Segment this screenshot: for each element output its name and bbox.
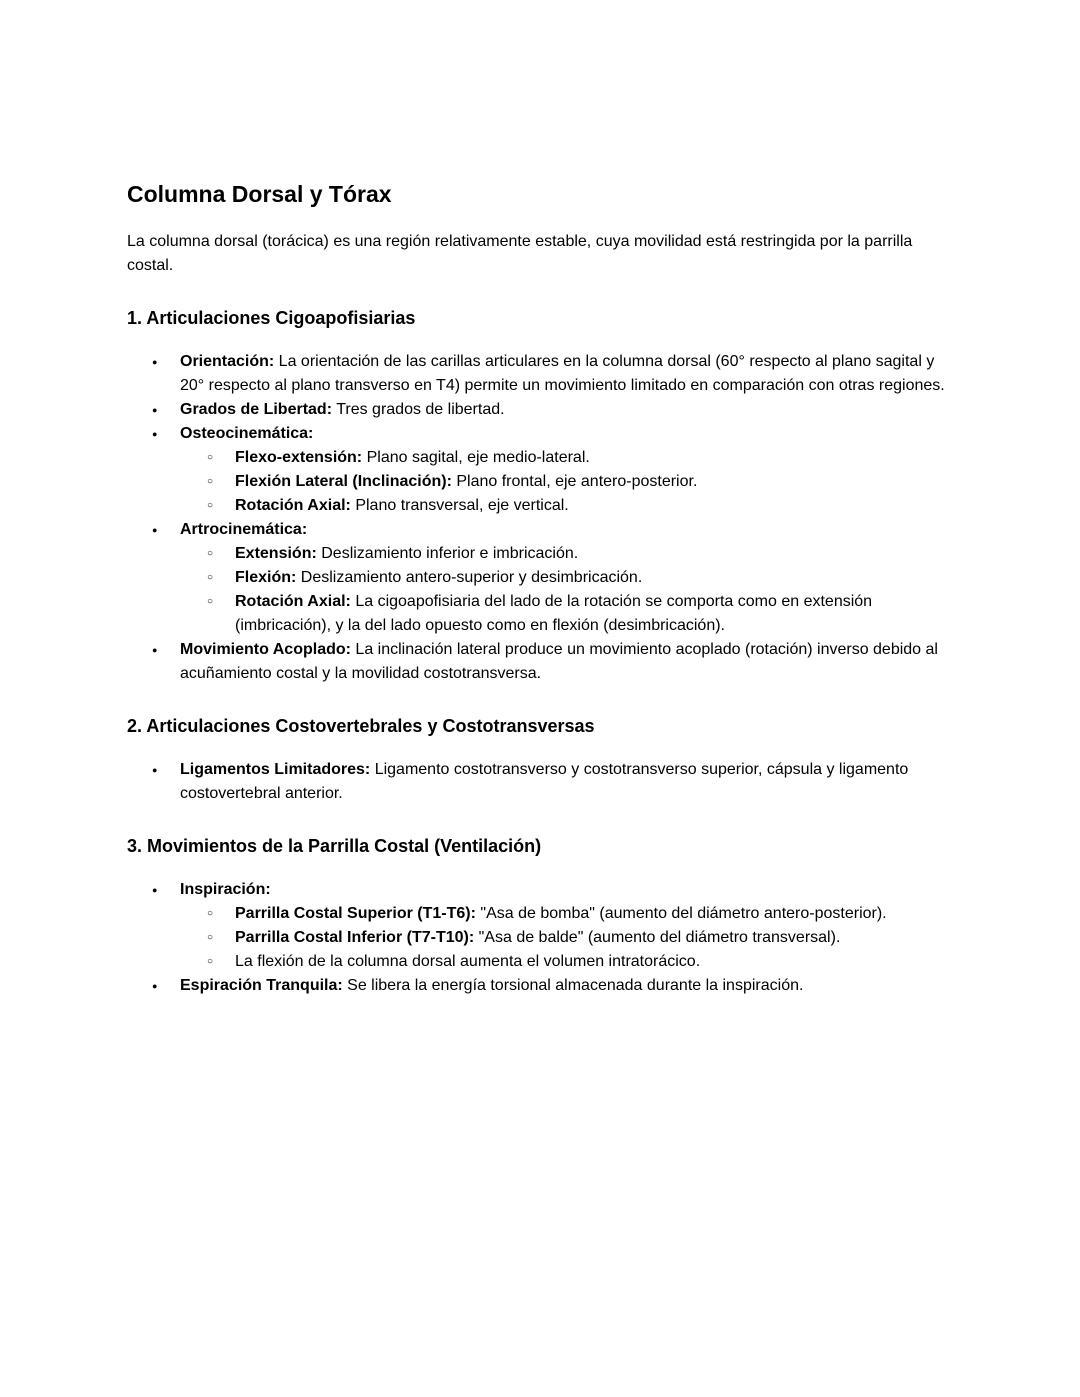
list-item-text (235, 902, 953, 926)
list-item-text (180, 878, 953, 902)
bullet-circle-icon: ○ (207, 548, 214, 559)
list-item-text (235, 590, 953, 638)
item-text: Ligamento costotransverso y costotransverso superior, cápsula y ligamento costovertebral anterior. (180, 761, 909, 802)
list-item-text (235, 446, 953, 470)
item-text: Plano frontal, eje antero-posterior. (451, 473, 698, 490)
list-subitem (127, 590, 953, 638)
list-item-text (235, 470, 953, 494)
item-text: Tres grados de libertad. (332, 401, 505, 418)
list-item-text (180, 638, 953, 686)
bullet-circle-icon: ○ (207, 500, 214, 511)
item-label: Grados de Libertad: (180, 401, 333, 418)
item-label: Parrilla Costal Inferior (T7-T10): (235, 929, 475, 946)
item-label: Inspiración: (180, 881, 271, 898)
list-subitem (127, 470, 953, 494)
bullet-disc-icon: ● (152, 357, 158, 367)
bullet-disc-icon: ● (152, 765, 158, 775)
item-label: Flexión Lateral (Inclinación): (235, 473, 452, 490)
item-text: La inclinación lateral produce un movimiento acoplado (rotación) inverso debido al acuñamiento costal y la movilidad costotransversa. (180, 641, 938, 682)
item-text: Plano sagital, eje medio-lateral. (362, 449, 590, 466)
bullet-circle-icon: ○ (207, 908, 214, 919)
list-subitem (127, 446, 953, 470)
list-item-text (235, 542, 953, 566)
list-item-text (180, 518, 953, 542)
bullet-disc-icon: ● (152, 525, 158, 535)
section-2-list (127, 758, 953, 806)
bullet-circle-icon: ○ (207, 572, 214, 583)
section-heading-2: 2. Articulaciones Costovertebrales y Costotransversas (127, 716, 595, 736)
list-item-text (180, 422, 953, 446)
bullet-circle-icon: ○ (207, 956, 214, 967)
document-title: Columna Dorsal y Tórax (127, 181, 392, 207)
bullet-circle-icon: ○ (207, 476, 214, 487)
list-item (127, 638, 953, 686)
list-item (127, 974, 953, 998)
list-item-text (235, 950, 953, 974)
intro-paragraph: La columna dorsal (torácica) es una región relativamente estable, cuya movilidad está restringida por la parrilla costal. (127, 233, 913, 274)
list-subitem (127, 902, 953, 926)
list-item-text (235, 566, 953, 590)
list-item (127, 422, 953, 446)
item-label: Flexo-extensión: (235, 449, 363, 466)
list-item-text (180, 398, 953, 422)
list-subitem (127, 926, 953, 950)
item-text: La flexión de la columna dorsal aumenta el volumen intratorácico. (235, 953, 701, 970)
item-text: Deslizamiento inferior e imbricación. (316, 545, 579, 562)
bullet-disc-icon: ● (152, 981, 158, 991)
list-item-text (180, 350, 953, 398)
list-item (127, 878, 953, 902)
list-subitem (127, 566, 953, 590)
item-text: Plano transversal, eje vertical. (350, 497, 569, 514)
bullet-disc-icon: ● (152, 405, 158, 415)
list-item (127, 758, 953, 806)
list-item-text (235, 926, 953, 950)
item-label: Flexión: (235, 569, 297, 586)
item-text: "Asa de balde" (aumento del diámetro transversal). (474, 929, 841, 946)
bullet-disc-icon: ● (152, 645, 158, 655)
bullet-circle-icon: ○ (207, 932, 214, 943)
item-text: Se libera la energía torsional almacenada durante la inspiración. (342, 977, 804, 994)
section-heading-1: 1. Articulaciones Cigoapofisiarias (127, 308, 416, 328)
item-label: Rotación Axial: (235, 593, 351, 610)
list-item-text (235, 494, 953, 518)
item-label: Parrilla Costal Superior (T1-T6): (235, 905, 476, 922)
bullet-disc-icon: ● (152, 429, 158, 439)
list-subitem (127, 494, 953, 518)
list-subitem (127, 950, 953, 974)
bullet-circle-icon: ○ (207, 596, 214, 607)
item-label: Artrocinemática: (180, 521, 308, 538)
item-text: Deslizamiento antero-superior y desimbricación. (296, 569, 643, 586)
item-text: La cigoapofisiaria del lado de la rotación se comporta como en extensión (imbricación), y la del lado opuesto como en flexión (desimbricación). (235, 593, 873, 634)
item-label: Osteocinemática: (180, 425, 314, 442)
item-text: "Asa de bomba" (aumento del diámetro antero-posterior). (475, 905, 887, 922)
section-3-list (127, 878, 953, 998)
section-heading-3: 3. Movimientos de la Parrilla Costal (Ventilación) (127, 836, 542, 856)
item-label: Extensión: (235, 545, 317, 562)
list-item (127, 350, 953, 398)
list-item-text (180, 758, 953, 806)
item-label: Movimiento Acoplado: (180, 641, 351, 658)
section-1-list (127, 350, 953, 686)
list-item (127, 518, 953, 542)
item-label: Ligamentos Limitadores: (180, 761, 371, 778)
item-label: Orientación: (180, 353, 275, 370)
item-label: Espiración Tranquila: (180, 977, 343, 994)
item-text: La orientación de las carillas articulares en la columna dorsal (60° respecto al plano sagital y 20° respecto al plano transverso en T4) permite un movimiento limitado en comparación con otras regiones. (180, 353, 945, 394)
list-item (127, 398, 953, 422)
list-subitem (127, 542, 953, 566)
bullet-disc-icon: ● (152, 885, 158, 895)
bullet-circle-icon: ○ (207, 452, 214, 463)
item-label: Rotación Axial: (235, 497, 351, 514)
list-item-text (180, 974, 953, 998)
